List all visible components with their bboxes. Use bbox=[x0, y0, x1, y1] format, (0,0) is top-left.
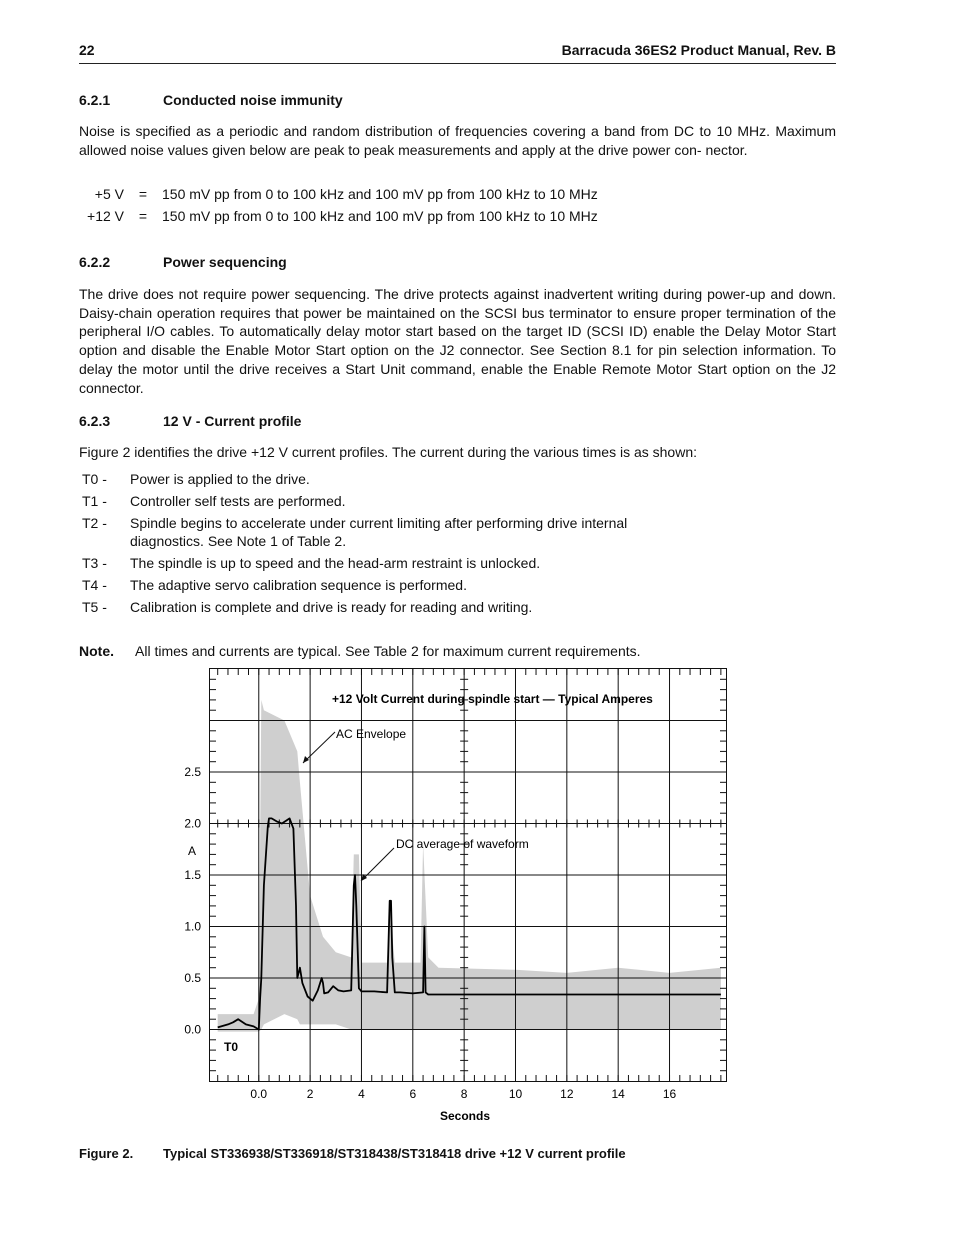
page-number: 22 bbox=[79, 42, 95, 58]
time-text: Controller self tests are performed. bbox=[130, 493, 346, 509]
equals-sign: = bbox=[138, 208, 148, 224]
annotation-ac-arrowhead bbox=[303, 756, 309, 763]
note-text: All times and currents are typical. See Table 2 for maximum current requirements. bbox=[135, 643, 641, 659]
x-tick-label: 10 bbox=[508, 1087, 523, 1101]
time-text: The adaptive servo calibration sequence is performed. bbox=[130, 577, 467, 593]
y-tick-label: 2.0 bbox=[184, 816, 201, 831]
current-profile-chart bbox=[170, 665, 740, 1127]
document-title: Barracuda 36ES2 Product Manual, Rev. B bbox=[561, 42, 836, 58]
noise-row-12v bbox=[79, 208, 598, 224]
annotation-ac-envelope: AC Envelope bbox=[336, 727, 407, 741]
figure-label: Figure 2. bbox=[79, 1146, 134, 1161]
section-heading-6-2-3 bbox=[79, 413, 301, 429]
annotation-ac-arrow bbox=[303, 732, 335, 763]
y-tick-label: 2.5 bbox=[184, 765, 201, 779]
annotation-dc-arrow bbox=[361, 848, 394, 881]
figure-caption bbox=[79, 1146, 626, 1161]
rail-label: +12 V bbox=[87, 208, 124, 224]
figure-caption-text: Typical ST336938/ST336918/ST318438/ST318418 drive +12 V current profile bbox=[163, 1146, 626, 1161]
y-axis-label: A bbox=[187, 844, 197, 858]
time-text: Calibration is complete and drive is ready for reading and writing. bbox=[130, 599, 533, 615]
annotation-dc-average: DC average of waveform bbox=[396, 837, 529, 851]
rail-value: 150 mV pp from 0 to 100 kHz and 100 mV pp from 100 kHz to 10 MHz bbox=[162, 186, 598, 202]
y-tick-label: 0.0 bbox=[184, 1022, 201, 1037]
ac-envelope-area bbox=[218, 700, 721, 1032]
header-rule bbox=[79, 63, 836, 64]
x-tick-label: 14 bbox=[611, 1087, 625, 1101]
x-tick-label: 12 bbox=[560, 1087, 574, 1101]
section-title: Power sequencing bbox=[163, 254, 287, 270]
noise-row-5v bbox=[79, 186, 598, 202]
time-label: T3 - bbox=[82, 555, 107, 571]
section-number: 6.2.1 bbox=[79, 92, 111, 108]
time-label: T5 - bbox=[82, 599, 107, 615]
x-tick-label: 0.0 bbox=[250, 1087, 268, 1101]
note-label: Note. bbox=[79, 643, 114, 659]
time-label: T4 - bbox=[82, 577, 107, 593]
y-tick-label: 0.5 bbox=[184, 971, 201, 985]
section-number: 6.2.3 bbox=[79, 413, 111, 429]
equals-sign: = bbox=[138, 186, 148, 202]
section-number: 6.2.2 bbox=[79, 254, 111, 270]
x-tick-label: 4 bbox=[358, 1087, 365, 1101]
section-body-6-2-1: Noise is specified as a periodic and random distribution of frequencies covering a band from DC to 10 MHz. Maximum allowed noise values given below are peak to peak measurements and apply at the drive power con- nector. bbox=[79, 123, 836, 158]
time-text: The spindle is up to speed and the head-arm restraint is unlocked. bbox=[130, 555, 541, 571]
time-label: T1 - bbox=[82, 493, 107, 509]
y-tick-label: 1.5 bbox=[184, 868, 201, 882]
rail-label: +5 V bbox=[94, 186, 124, 202]
section-body-6-2-2: The drive does not require power sequencing. The drive protects against inadvertent writing during power-up and down. Daisy-chain operation requires that power be maintained on the SCSI bus terminator to ensure proper termination of the peripheral I/O cables. To automatically delay motor start based on the target ID (SCSI ID) enable the Delay Motor Start option and disable the Enable Motor Start option on the J2 connector. See Section 8.1 for pin selection information. To delay the motor until the drive receives a Start Unit command, enable the Enable Remote Motor Start option on the J2 connector. bbox=[79, 286, 836, 396]
x-tick-label: 6 bbox=[409, 1087, 417, 1101]
x-axis-label: Seconds bbox=[439, 1109, 491, 1123]
time-text: Spindle begins to accelerate under current limiting after performing drive internal diagnostics. See Note 1 of Table 2. bbox=[130, 515, 628, 549]
section-title: 12 V - Current profile bbox=[163, 413, 302, 429]
time-label: T0 - bbox=[82, 471, 107, 487]
time-label: T2 - bbox=[82, 515, 107, 531]
x-tick-label: 8 bbox=[460, 1087, 468, 1101]
y-tick-label: 1.0 bbox=[184, 919, 201, 934]
time-text: Power is applied to the drive. bbox=[130, 471, 310, 487]
chart-title: +12 Volt Current during spindle start — Typical Amperes bbox=[332, 692, 653, 706]
rail-value: 150 mV pp from 0 to 100 kHz and 100 mV pp from 100 kHz to 10 MHz bbox=[162, 208, 598, 224]
section-title: Conducted noise immunity bbox=[163, 92, 343, 108]
x-tick-label: 2 bbox=[306, 1087, 314, 1101]
section-intro-6-2-3: Figure 2 identifies the drive +12 V current profiles. The current during the various times is as shown: bbox=[79, 444, 697, 460]
x-tick-label: 16 bbox=[662, 1087, 677, 1101]
t0-marker-label: T0 bbox=[224, 1040, 239, 1054]
section-heading-6-2-2 bbox=[79, 254, 287, 270]
section-heading-6-2-1 bbox=[79, 92, 343, 108]
note bbox=[79, 643, 641, 659]
